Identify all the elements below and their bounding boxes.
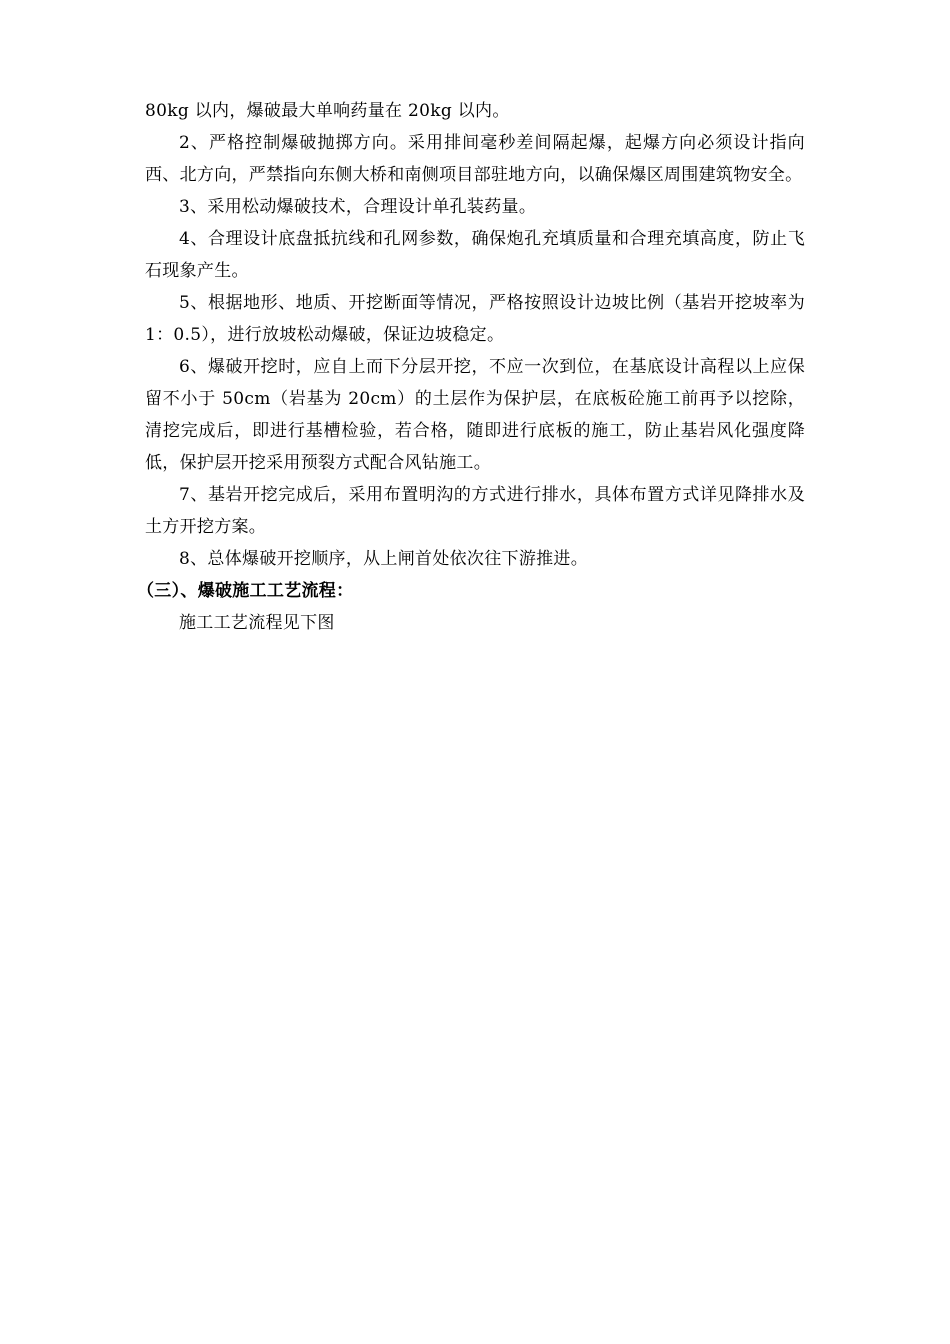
section-heading: （三）、爆破施工工艺流程： [137,581,354,601]
paragraph-continuation: 80kg 以内，爆破最大单响药量在 20kg 以内。 [145,101,510,121]
document-body [137,95,805,639]
paragraph-item-7: 7、基岩开挖完成后，采用布置明沟的方式进行排水，具体布置方式详见降排水及土方开挖方案。 [145,485,805,537]
paragraph-item-3: 3、采用松动爆破技术，合理设计单孔装药量。 [179,197,537,217]
paragraph-item-8: 8、总体爆破开挖顺序，从上闸首处依次往下游推进。 [179,549,589,569]
paragraph-item-4: 4、合理设计底盘抵抗线和孔网参数，确保炮孔充填质量和合理充填高度，防止飞石现象产生。 [145,229,805,281]
paragraph-item-6: 6、爆破开挖时，应自上而下分层开挖，不应一次到位，在基底设计高程以上应保留不小于 50cm（岩基为 20cm）的土层作为保护层，在底板砼施工前再予以挖除，清挖完成后，即进行基槽检验，若合格，随即进行底板的施工，防止基岩风化强度降低，保护层开挖采用预裂方式配合风钻施工。 [145,357,805,473]
paragraph-item-2: 2、严格控制爆破抛掷方向。采用排间毫秒差间隔起爆，起爆方向必须设计指向西、北方向，严禁指向东侧大桥和南侧项目部驻地方向，以确保爆区周围建筑物安全。 [145,133,805,185]
closing-paragraph: 施工工艺流程见下图 [179,613,335,633]
paragraph-item-5: 5、根据地形、地质、开挖断面等情况，严格按照设计边坡比例（基岩开挖坡率为 1：0.5），进行放坡松动爆破，保证边坡稳定。 [145,293,805,345]
